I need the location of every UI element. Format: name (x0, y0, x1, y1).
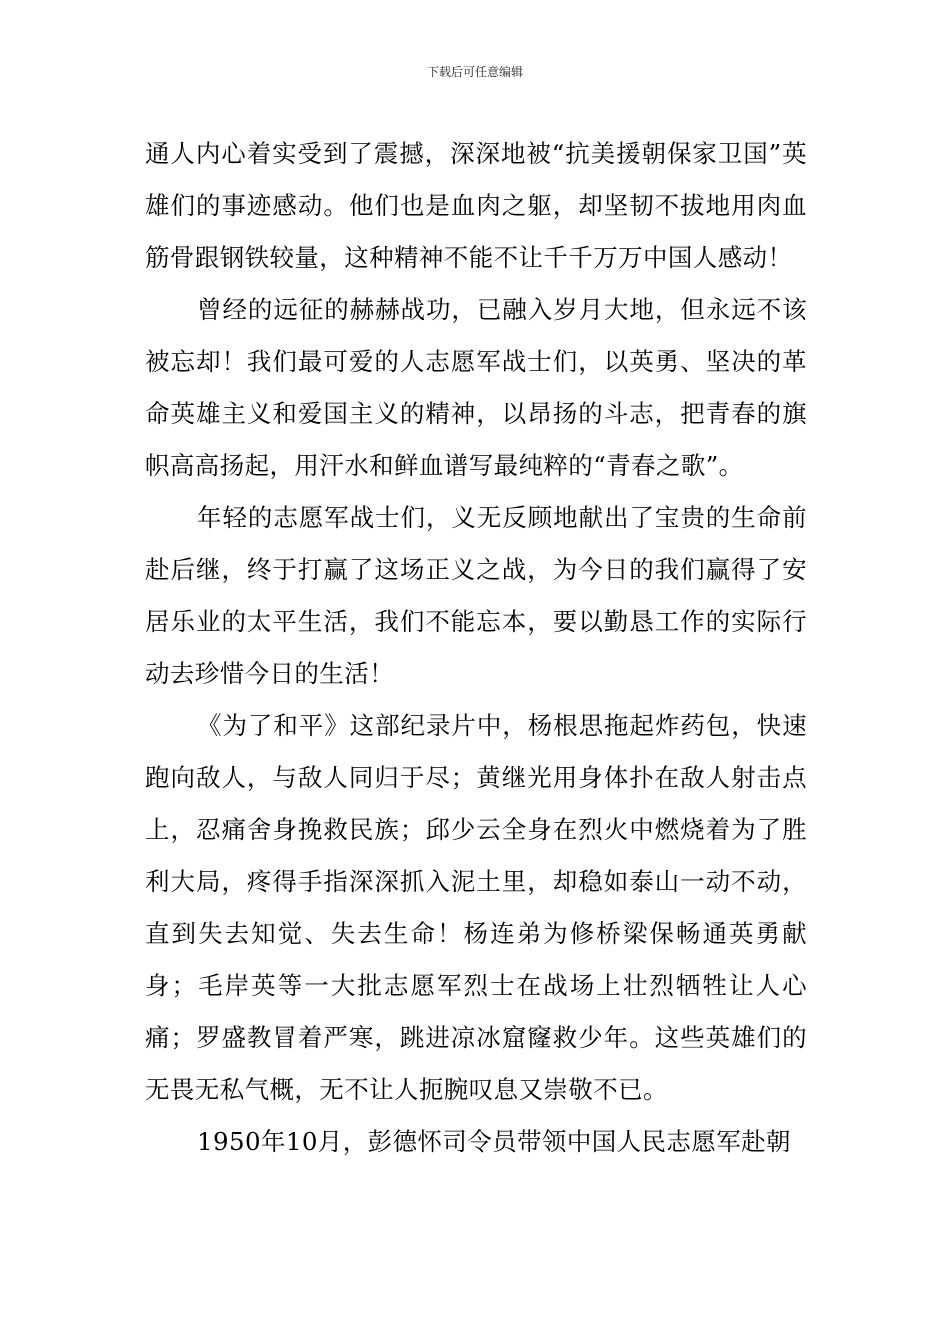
paragraph-continuation: 通人内心着实受到了震撼，深深地被“抗美援朝保家卫国”英雄们的事迹感动。他们也是血肉之躯，却坚韧不拔地用肉血筋骨跟钢铁较量，这种精神不能不让千千万万中国人感动！ (145, 139, 807, 272)
paragraph: 曾经的远征的赫赫战功，已融入岁月大地，但永远不该被忘却！我们最可爱的人志愿军战士们，以英勇、坚决的革命英雄主义和爱国主义的精神，以昂扬的斗志，把青春的旗帜高高扬起，用汗水和鲜血谱写最纯粹的“青春之歌”。 (145, 295, 807, 480)
paragraph: 《为了和平》这部纪录片中，杨根思拖起炸药包，快速跑向敌人，与敌人同归于尽；黄继光用身体扑在敌人射击点上，忍痛舍身挽救民族；邱少云全身在烈火中燃烧着为了胜利大局，疼得手指深深抓入泥土里，却稳如泰山一动不动，直到失去知觉、失去生命！杨连弟为修桥梁保畅通英勇献身；毛岸英等一大批志愿军烈士在战场上壮烈牺牲让人心痛；罗盛教冒着严寒，跳进凉冰窟窿救少年。这些英雄们的无畏无私气概，无不让人扼腕叹息又崇敬不已。 (145, 711, 807, 1104)
page-header-note: 下载后可任意编辑 (426, 65, 523, 79)
paragraph: 1950年10月，彭德怀司令员带领中国人民志愿军赴朝 (197, 1127, 791, 1156)
document-body (145, 128, 807, 1168)
paragraph: 年轻的志愿军战士们，义无反顾地献出了宝贵的生命前赴后继，终于打赢了这场正义之战，为今日的我们赢得了安居乐业的太平生活，我们不能忘本，要以勤恳工作的实际行动去珍惜今日的生活！ (145, 503, 807, 688)
